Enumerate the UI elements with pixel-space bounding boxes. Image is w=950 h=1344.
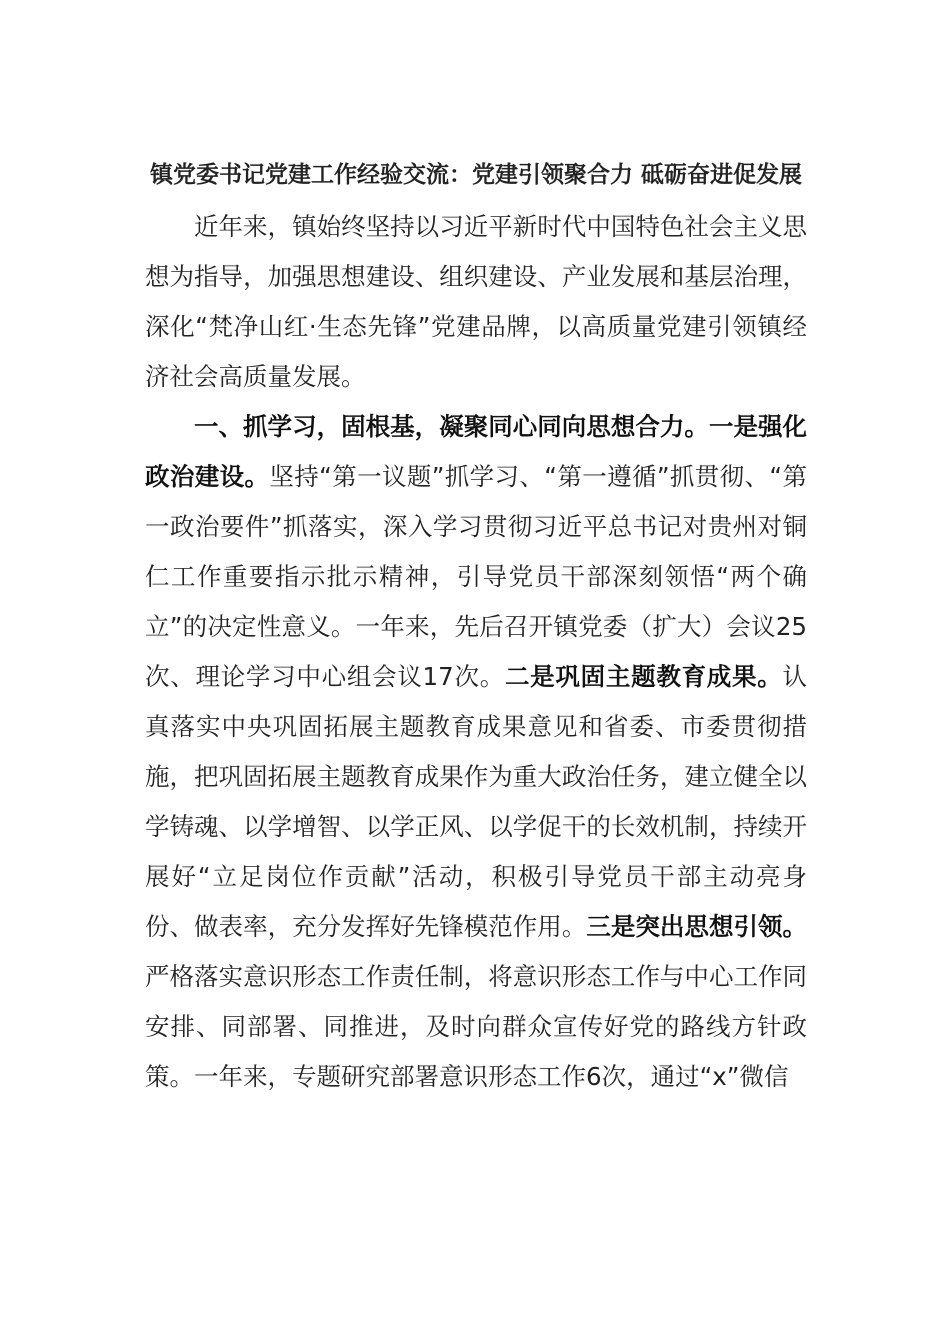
item-2-text: 认真落实中央巩固拓展主题教育成果意见和省委、市委贯彻措施，把巩固拓展主题教育成果作为重大政治任务，建立健全以学铸魂、以学增智、以学正风、以学促干的长效机制，持续开展好“立足岗位作贡献”活动，积极引导党员干部主动亮身份、做表率，充分发挥好先锋模范作用。 (145, 662, 807, 941)
item-3-label: 三是突出思想引领。 (586, 912, 808, 941)
section-1-paragraph (145, 402, 807, 1102)
item-1-label: 一是强化政治建设。 (145, 412, 807, 491)
document-title: 镇党委书记党建工作经验交流：党建引领聚合力 砥砺奋进促发展 (149, 162, 802, 188)
item-1-text: 坚持“第一议题”抓学习、“第一遵循”抓贯彻、“第一政治要件”抓落实，深入学习贯彻习近平总书记对贵州对铜仁工作重要指示批示精神，引导党员干部深刻领悟“两个确立”的决定性意义。一年来，先后召开镇党委（扩大）会议25次、理论学习中心组会议17次。 (145, 462, 808, 691)
document-page (145, 150, 807, 1102)
section-1-heading: 一、抓学习，固根基，凝聚同心同向思想合力。 (194, 412, 709, 441)
intro-paragraph: 近年来，镇始终坚持以习近平新时代中国特色社会主义思想为指导，加强思想建设、组织建设、产业发展和基层治理，深化“梵净山红·生态先锋”党建品牌，以高质量党建引领镇经济社会高质量发展。 (145, 212, 807, 391)
item-2-label: 二是巩固主题教育成果。 (504, 662, 783, 691)
item-3-text: 严格落实意识形态工作责任制，将意识形态工作与中心工作同安排、同部署、同推进，及时向群众宣传好党的路线方针政策。一年来，专题研究部署意识形态工作6次，通过“x”微信 (145, 962, 807, 1091)
